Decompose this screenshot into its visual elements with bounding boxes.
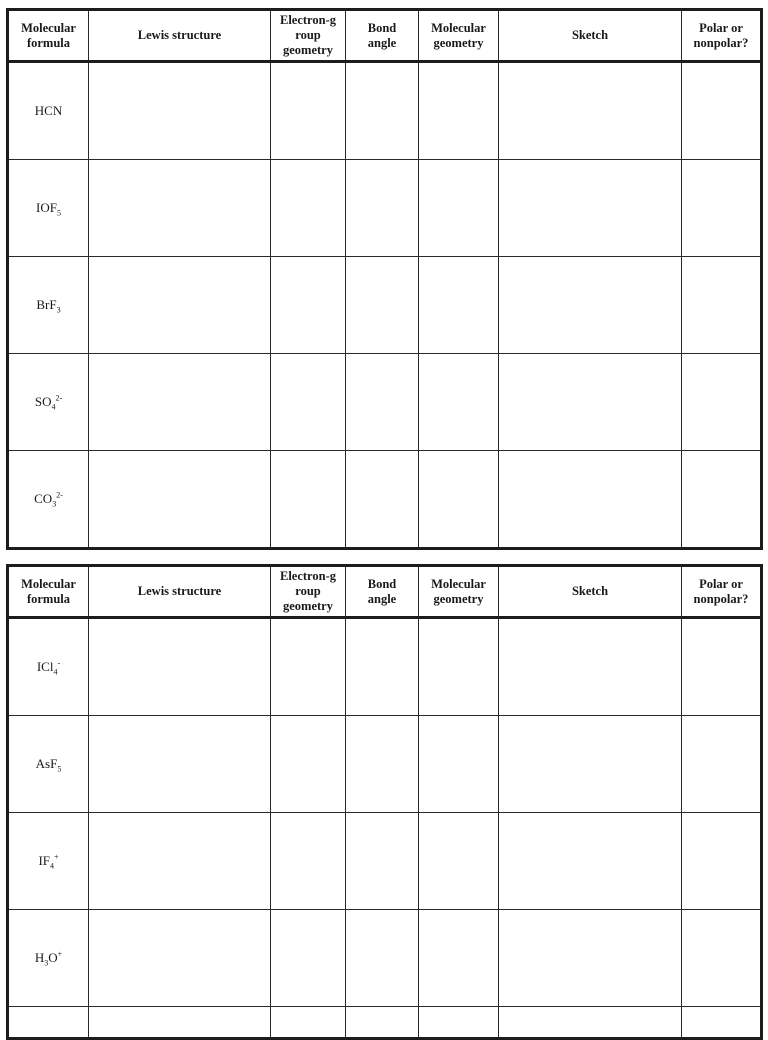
formula-cell [8,618,89,716]
lewis-structure-cell[interactable] [89,62,271,160]
header-polar-or-nonpolar: Polar or nonpolar? [682,566,762,618]
table-row [8,160,762,257]
lewis-structure-cell[interactable] [89,813,271,910]
formula-cell [8,910,89,1007]
bond-angle-cell[interactable] [346,813,419,910]
worksheet-table-2 [6,564,763,1040]
lewis-structure-cell[interactable] [89,618,271,716]
formula-subscript: 4 [53,667,58,677]
formula-text: IF [38,853,51,868]
molecular-geometry-cell[interactable] [419,813,499,910]
sketch-cell[interactable] [499,910,682,1007]
electron-group-geometry-cell[interactable] [271,910,346,1007]
header-bond-angle: Bond angle [346,566,419,618]
polarity-cell[interactable] [682,1007,762,1039]
bond-angle-cell[interactable] [346,716,419,813]
worksheet-table-1 [6,8,763,550]
header-sketch: Sketch [499,10,682,62]
molecular-geometry-cell[interactable] [419,1007,499,1039]
lewis-structure-cell[interactable] [89,451,271,549]
formula-charge: + [57,949,63,959]
formula-cell [8,716,89,813]
electron-group-geometry-cell[interactable] [271,1007,346,1039]
table-row [8,354,762,451]
sketch-cell[interactable] [499,354,682,451]
table-row [8,1007,762,1039]
formula-charge: 2- [55,393,63,403]
formula-charge: + [54,852,59,862]
formula-charge: - [57,658,61,668]
header-bond-angle: Bond angle [346,10,419,62]
formula-subscript: 5 [56,208,61,218]
molecular-geometry-cell[interactable] [419,160,499,257]
table-row [8,813,762,910]
header-molecular-formula: Molecular formula [8,566,89,618]
formula-subscript: 3 [52,499,57,509]
polarity-cell[interactable] [682,910,762,1007]
molecular-geometry-cell[interactable] [419,618,499,716]
lewis-structure-cell[interactable] [89,1007,271,1039]
electron-group-geometry-cell[interactable] [271,451,346,549]
sketch-cell[interactable] [499,618,682,716]
header-electron-group-geometry: Electron-g roup geometry [271,10,346,62]
lewis-structure-cell[interactable] [89,716,271,813]
formula-subscript: 3 [44,958,49,968]
bond-angle-cell[interactable] [346,354,419,451]
header-row [8,10,762,62]
formula-text: ICl [36,659,54,674]
table-row [8,451,762,549]
formula-cell [8,451,89,549]
electron-group-geometry-cell[interactable] [271,813,346,910]
formula-text: O [48,950,58,965]
table-row [8,910,762,1007]
formula-text: CO [34,491,53,506]
bond-angle-cell[interactable] [346,62,419,160]
sketch-cell[interactable] [499,451,682,549]
sketch-cell[interactable] [499,716,682,813]
formula-text: BrF [36,297,57,312]
formula-cell [8,62,89,160]
polarity-cell[interactable] [682,813,762,910]
molecular-geometry-cell[interactable] [419,62,499,160]
formula-subscript: 4 [51,402,56,412]
header-polar-or-nonpolar: Polar or nonpolar? [682,10,762,62]
bond-angle-cell[interactable] [346,257,419,354]
sketch-cell[interactable] [499,1007,682,1039]
formula-text: HCN [34,103,63,118]
formula-cell [8,160,89,257]
table-row [8,257,762,354]
electron-group-geometry-cell[interactable] [271,716,346,813]
polarity-cell[interactable] [682,618,762,716]
header-lewis-structure: Lewis structure [89,566,271,618]
formula-cell [8,257,89,354]
table-row [8,716,762,813]
polarity-cell[interactable] [682,257,762,354]
lewis-structure-cell[interactable] [89,160,271,257]
lewis-structure-cell[interactable] [89,910,271,1007]
bond-angle-cell[interactable] [346,618,419,716]
sketch-cell[interactable] [499,62,682,160]
header-lewis-structure: Lewis structure [89,10,271,62]
molecular-geometry-cell[interactable] [419,257,499,354]
molecular-geometry-cell[interactable] [419,910,499,1007]
formula-cell [8,813,89,910]
table-row [8,618,762,716]
header-sketch: Sketch [499,566,682,618]
header-electron-group-geometry: Electron-g roup geometry [271,566,346,618]
formula-text: AsF [35,756,58,771]
bond-angle-cell[interactable] [346,160,419,257]
molecular-geometry-cell[interactable] [419,451,499,549]
formula-subscript: 5 [57,764,62,774]
bond-angle-cell[interactable] [346,910,419,1007]
formula-subscript: 3 [56,305,61,315]
polarity-cell[interactable] [682,451,762,549]
formula-text: H [34,950,45,965]
polarity-cell[interactable] [682,716,762,813]
electron-group-geometry-cell[interactable] [271,257,346,354]
polarity-cell[interactable] [682,62,762,160]
bond-angle-cell[interactable] [346,1007,419,1039]
molecular-geometry-cell[interactable] [419,354,499,451]
lewis-structure-cell[interactable] [89,354,271,451]
electron-group-geometry-cell[interactable] [271,618,346,716]
header-molecular-geometry: Molecular geometry [419,566,499,618]
molecular-geometry-cell[interactable] [419,716,499,813]
header-row [8,566,762,618]
sketch-cell[interactable] [499,160,682,257]
formula-cell [8,1007,89,1039]
formula-text: IOF [36,200,57,215]
sketch-cell[interactable] [499,257,682,354]
formula-cell [8,354,89,451]
sketch-cell[interactable] [499,813,682,910]
bond-angle-cell[interactable] [346,451,419,549]
formula-text: SO [34,394,52,409]
formula-charge: 2- [56,490,63,500]
lewis-structure-cell[interactable] [89,257,271,354]
polarity-cell[interactable] [682,160,762,257]
electron-group-geometry-cell[interactable] [271,160,346,257]
electron-group-geometry-cell[interactable] [271,354,346,451]
header-molecular-formula: Molecular formula [8,10,89,62]
electron-group-geometry-cell[interactable] [271,62,346,160]
header-molecular-geometry: Molecular geometry [419,10,499,62]
formula-subscript: 4 [50,861,55,871]
table-row [8,62,762,160]
polarity-cell[interactable] [682,354,762,451]
